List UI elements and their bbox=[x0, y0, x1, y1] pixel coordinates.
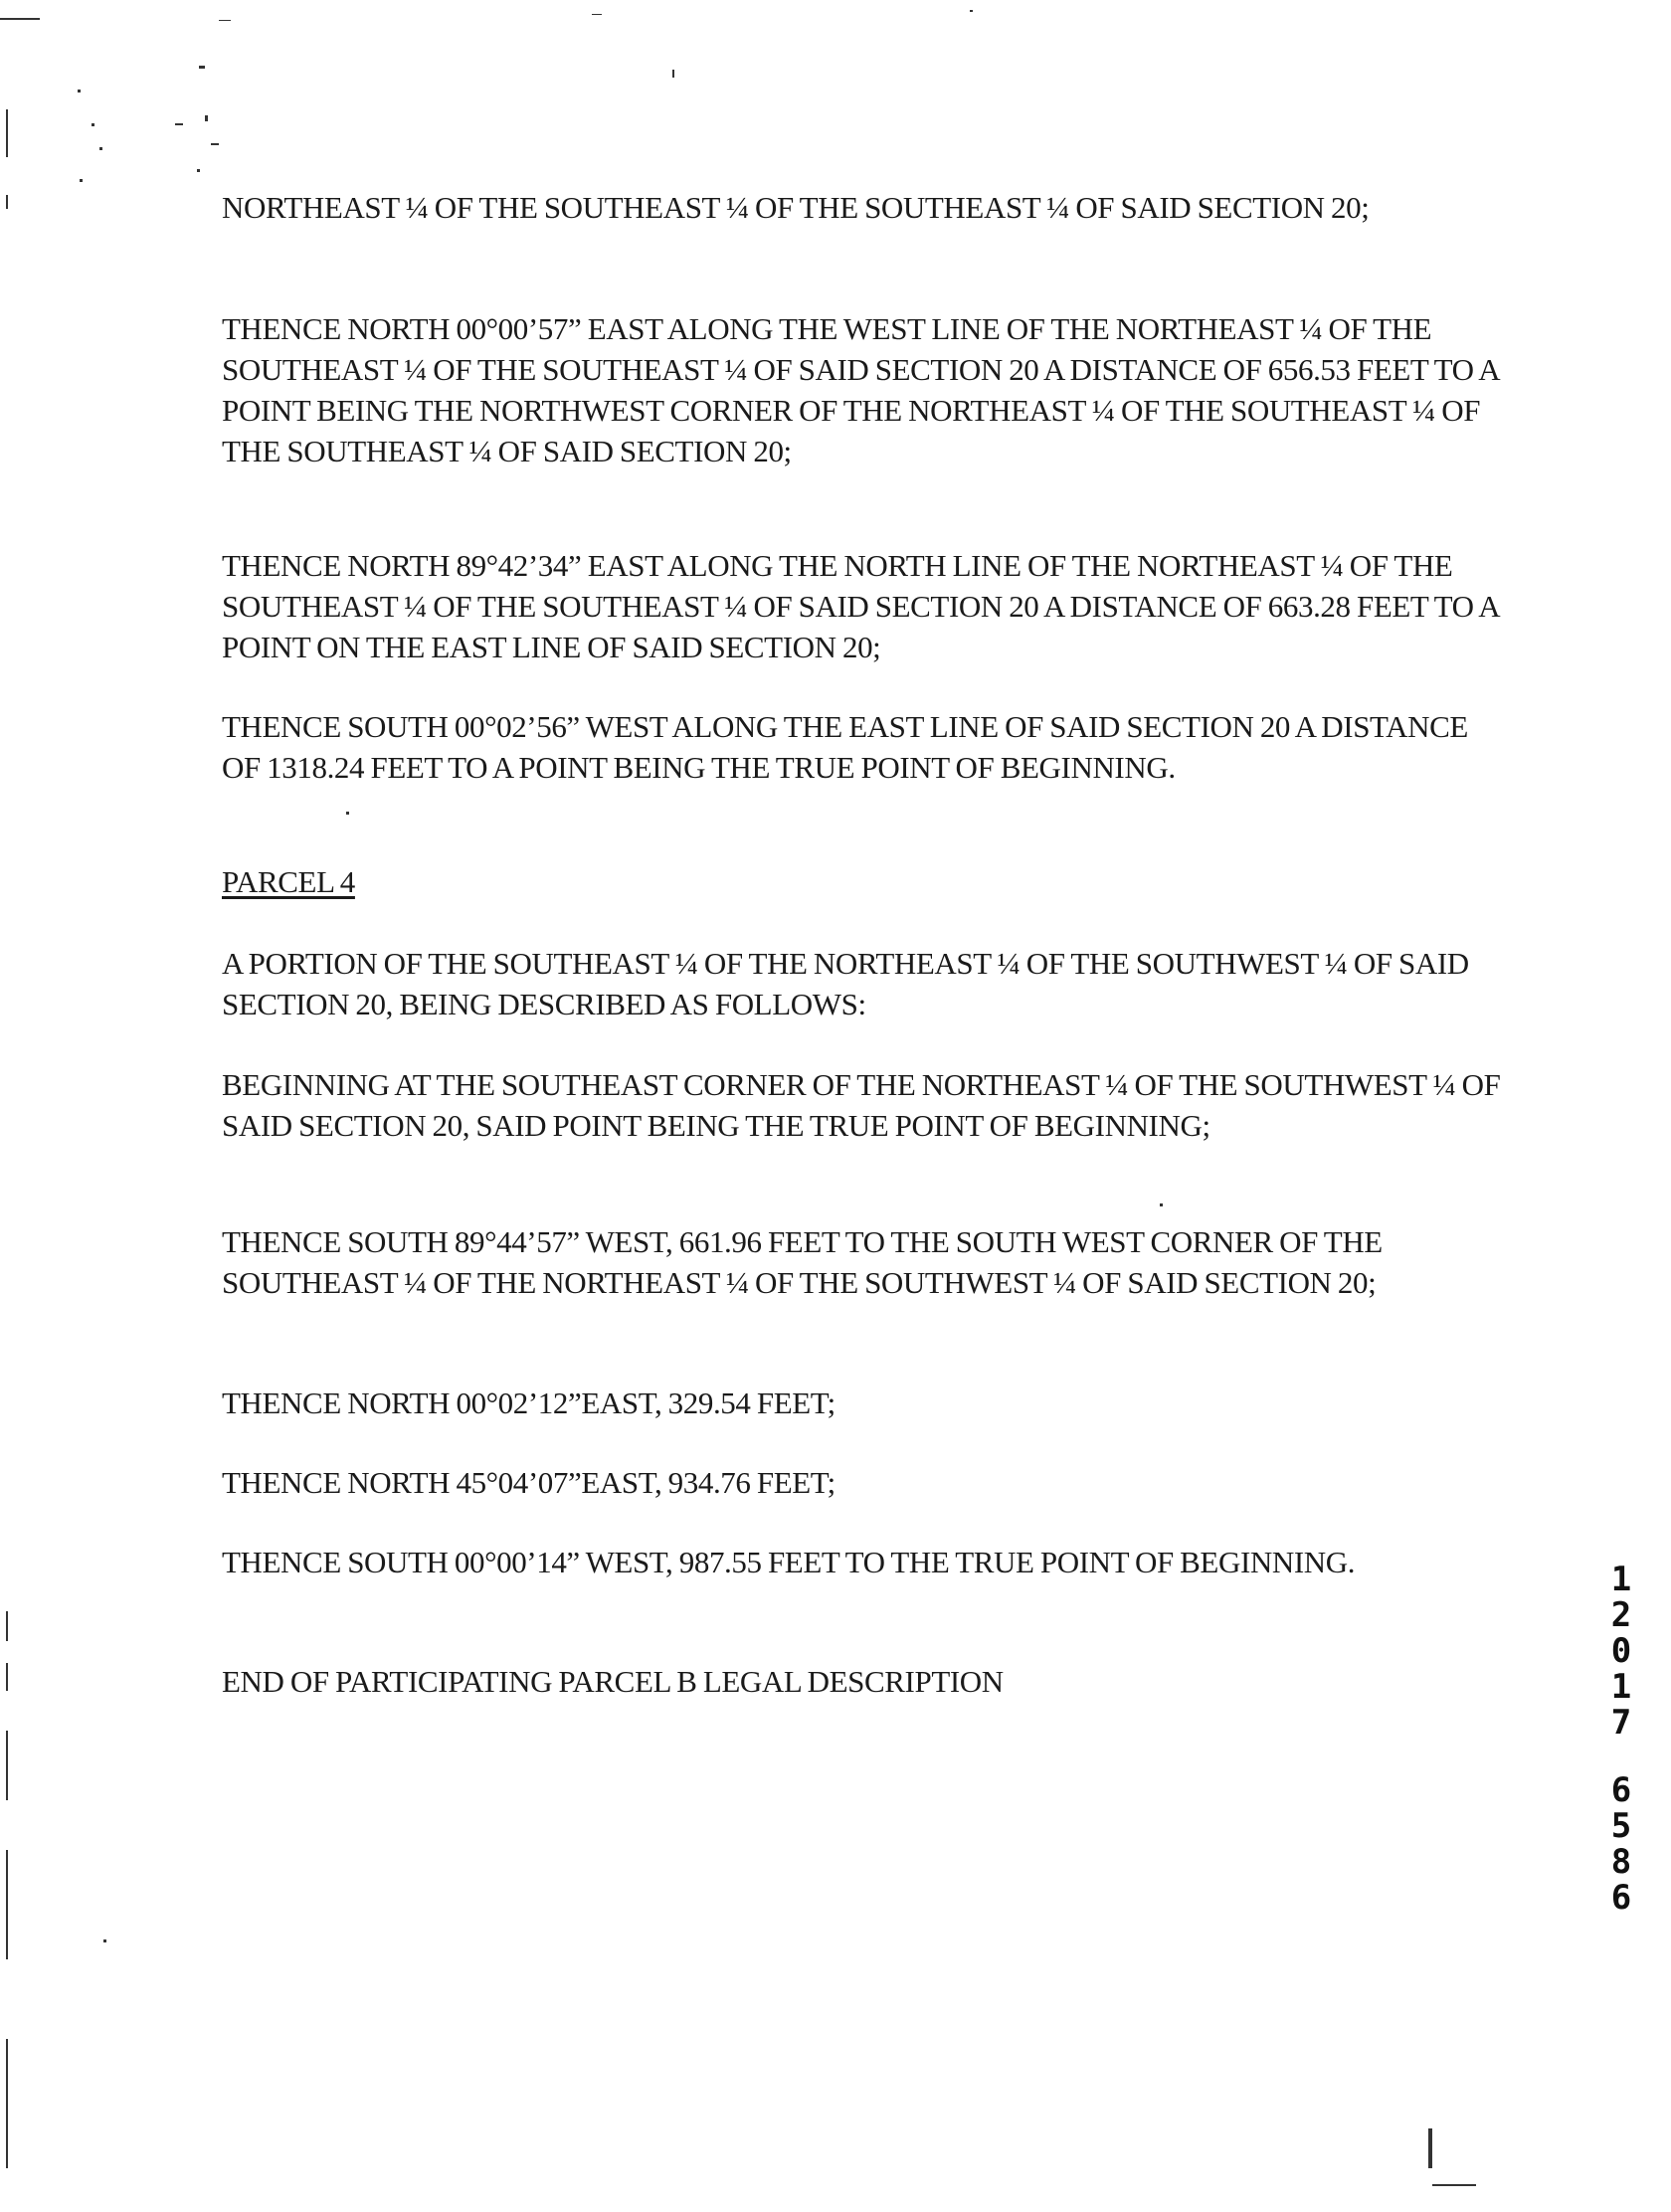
scan-mark bbox=[592, 14, 602, 15]
stamp-digit: 1 bbox=[1610, 1560, 1632, 1599]
scan-mark bbox=[211, 143, 219, 145]
stamp-digit: 0 bbox=[1610, 1631, 1632, 1671]
scan-mark bbox=[6, 1850, 8, 1959]
paragraph-continuation: NORTHEAST ¼ OF THE SOUTHEAST ¼ OF THE SOUTHEAST ¼ OF SAID SECTION 20; bbox=[222, 190, 1370, 225]
paragraph-end: END OF PARTICIPATING PARCEL B LEGAL DESCRIPTION bbox=[222, 1664, 1004, 1699]
paragraph-course-south-east-line: THENCE SOUTH 00°02’56” WEST ALONG THE EAST LINE OF SAID SECTION 20 A DISTANCE OF 1318.24 FEET TO A POINT BEING THE TRUE POINT OF BEGINNING. bbox=[222, 709, 1468, 785]
scan-mark bbox=[175, 123, 183, 125]
scan-mark bbox=[199, 66, 205, 69]
scan-mark bbox=[103, 1939, 106, 1942]
scan-mark bbox=[6, 1731, 8, 1800]
scan-mark bbox=[92, 123, 94, 126]
paragraph-course-south-final: THENCE SOUTH 00°00’14” WEST, 987.55 FEET TO THE TRUE POINT OF BEGINNING. bbox=[222, 1545, 1356, 1579]
parcel-heading: PARCEL 4 bbox=[222, 864, 355, 899]
recording-number-stamp bbox=[1601, 1562, 1641, 1916]
scan-mark bbox=[6, 2039, 8, 2168]
paragraph-course-north-1: THENCE NORTH 00°02’12”EAST, 329.54 FEET; bbox=[222, 1385, 836, 1420]
scan-mark bbox=[197, 169, 200, 172]
stamp-digit: 6 bbox=[1610, 1878, 1632, 1918]
paragraph-course-south-west: THENCE SOUTH 89°44’57” WEST, 661.96 FEET TO THE SOUTH WEST CORNER OF THE SOUTHEAST ¼ OF THE NORTHEAST ¼ OF THE SOUTHWEST ¼ OF SAID SECTION 20; bbox=[222, 1224, 1383, 1300]
scan-mark bbox=[1432, 2184, 1476, 2186]
stamp-digit: 1 bbox=[1610, 1667, 1632, 1707]
paragraph-portion: A PORTION OF THE SOUTHEAST ¼ OF THE NORTHEAST ¼ OF THE SOUTHWEST ¼ OF SAID SECTION 20, BEING DESCRIBED AS FOLLOWS: bbox=[222, 946, 1469, 1021]
paragraph-beginning: BEGINNING AT THE SOUTHEAST CORNER OF THE NORTHEAST ¼ OF THE SOUTHWEST ¼ OF SAID SECTION 20, SAID POINT BEING THE TRUE POINT OF BEGINNING; bbox=[222, 1067, 1501, 1143]
scan-mark bbox=[6, 1663, 8, 1691]
scan-mark bbox=[80, 179, 83, 182]
stamp-line-2 bbox=[1601, 1772, 1641, 1916]
scan-mark bbox=[99, 147, 102, 150]
scan-mark bbox=[205, 115, 208, 121]
scan-mark bbox=[1160, 1203, 1163, 1206]
paragraph-course-north-west-line: THENCE NORTH 00°00’57” EAST ALONG THE WEST LINE OF THE NORTHEAST ¼ OF THE SOUTHEAST ¼ OF THE SOUTHEAST ¼ OF SAID SECTION 20 A DISTANCE OF 656.53 FEET TO A POINT BEING THE NORTHWEST CORNER OF THE NORTHEAST ¼ OF THE SOUTHEAST ¼ OF THE SOUTHEAST ¼ OF SAID SECTION 20; bbox=[222, 311, 1499, 468]
scan-mark bbox=[1428, 2128, 1432, 2168]
scan-mark bbox=[6, 109, 8, 157]
stamp-digit: 2 bbox=[1610, 1595, 1632, 1635]
stamp-line-1 bbox=[1601, 1562, 1641, 1741]
stamp-digit: 7 bbox=[1610, 1703, 1632, 1743]
scan-mark bbox=[970, 10, 973, 12]
scan-mark bbox=[672, 70, 674, 78]
scan-mark bbox=[0, 18, 40, 20]
stamp-digit: 8 bbox=[1610, 1842, 1632, 1882]
scan-mark bbox=[219, 20, 231, 21]
scan-mark bbox=[6, 195, 8, 209]
stamp-digit: 5 bbox=[1610, 1806, 1632, 1846]
scan-mark bbox=[78, 90, 81, 92]
paragraph-course-north-2: THENCE NORTH 45°04’07”EAST, 934.76 FEET; bbox=[222, 1465, 836, 1500]
scan-mark bbox=[6, 1611, 8, 1641]
paragraph-course-north-north-line: THENCE NORTH 89°42’34” EAST ALONG THE NORTH LINE OF THE NORTHEAST ¼ OF THE SOUTHEAST ¼ OF THE SOUTHEAST ¼ OF SAID SECTION 20 A DISTANCE OF 663.28 FEET TO A POINT ON THE EAST LINE OF SAID SECTION 20; bbox=[222, 548, 1499, 664]
stamp-digit: 6 bbox=[1610, 1770, 1632, 1810]
scan-mark bbox=[346, 812, 349, 815]
